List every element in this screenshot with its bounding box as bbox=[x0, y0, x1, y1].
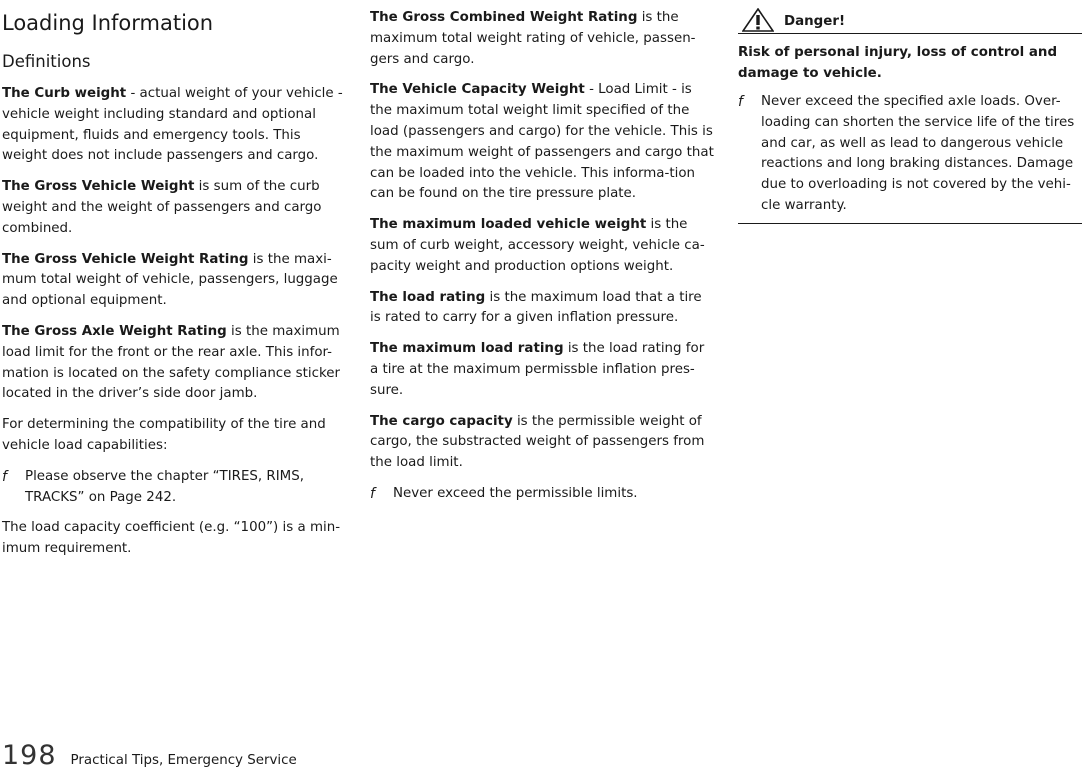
definition-text: is the permissible weight of cargo, the substracted weight of passengers from the load limit. bbox=[370, 413, 705, 471]
definition-term: The maximum loaded vehicle weight bbox=[370, 217, 647, 233]
definition-paragraph bbox=[370, 80, 716, 205]
definition-paragraph bbox=[2, 177, 348, 239]
definition-term: The Gross Combined Weight Rating bbox=[370, 10, 638, 25]
definition-term: The Gross Vehicle Weight Rating bbox=[2, 251, 249, 267]
danger-header bbox=[738, 8, 1082, 34]
bullet-marker: f bbox=[370, 485, 375, 502]
danger-label: Danger! bbox=[784, 14, 846, 29]
definition-text: - actual weight of your vehicle - vehicle weight including standard and optional equipment, fluids and emergency tools. This weight does not include passengers and cargo. bbox=[2, 86, 343, 164]
warning-triangle-icon bbox=[742, 8, 774, 32]
danger-bullet bbox=[738, 92, 1082, 217]
bullet-marker: f bbox=[2, 468, 7, 485]
definition-paragraph bbox=[2, 84, 348, 167]
definition-paragraph bbox=[370, 215, 716, 277]
section-subtitle: Definitions bbox=[2, 52, 91, 71]
danger-warning-box bbox=[738, 8, 1082, 224]
body-paragraph: The load capacity coefficient (e.g. “100”) is a min-imum requirement. bbox=[2, 520, 341, 557]
body-paragraph: For determining the compatibility of the tire and vehicle load capabilities: bbox=[2, 417, 326, 453]
page-footer bbox=[2, 740, 297, 771]
definition-text: is sum of the curb weight and the weight of passengers and cargo combined. bbox=[2, 179, 322, 236]
definition-term: The Curb weight bbox=[2, 86, 127, 101]
definition-text: is the maximum total weight rating of vehicle, passen-gers and cargo. bbox=[370, 10, 696, 67]
bullet-text: Never exceed the specified axle loads. Over-loading can shorten the service life of the tires and car, as well as lead to dangerous vehicle reactions and long braking distances. Damage due to overloading is not covered by the vehi-cle warranty. bbox=[761, 94, 1075, 213]
left-column bbox=[2, 8, 348, 570]
instruction-bullet bbox=[2, 467, 348, 509]
instruction-bullet bbox=[370, 484, 716, 505]
bullet-marker: f bbox=[738, 94, 743, 110]
page-title: Loading Information bbox=[2, 11, 214, 35]
bullet-text: Please observe the chapter “TIRES, RIMS, TRACKS” on Page 242. bbox=[25, 468, 304, 505]
definition-term: The Vehicle Capacity Weight bbox=[370, 82, 585, 98]
definition-text: is the maxi-mum total weight of vehicle, passengers, luggage and optional equipment. bbox=[2, 251, 338, 309]
definition-text: is the maximum load that a tire is rated to carry for a given inflation pressure. bbox=[370, 289, 702, 326]
definition-term: The cargo capacity bbox=[370, 413, 513, 429]
definition-text: is the sum of curb weight, accessory weight, vehicle ca-pacity weight and production options weight. bbox=[370, 217, 705, 274]
definition-paragraph bbox=[370, 8, 716, 70]
middle-column bbox=[370, 8, 716, 515]
definition-term: The Gross Vehicle Weight bbox=[2, 179, 195, 195]
definition-term: The load rating bbox=[370, 289, 486, 305]
section-name: Practical Tips, Emergency Service bbox=[70, 753, 297, 768]
definition-paragraph bbox=[370, 339, 716, 401]
definition-term: The maximum load rating bbox=[370, 341, 564, 357]
bullet-text: Never exceed the permissible limits. bbox=[393, 485, 638, 501]
definition-text: - Load Limit - is the maximum total weight limit specified of the load (passengers and cargo) for the vehicle. This is the maximum weight of passengers and cargo that can be loaded into the vehicle. This informa-tion can be found on the tire pressure plate. bbox=[370, 82, 714, 202]
definition-text: is the load rating for a tire at the maximum permissble inflation pres-sure. bbox=[370, 341, 705, 398]
page-number: 198 bbox=[2, 740, 57, 771]
danger-title: Risk of personal injury, loss of control and damage to vehicle. bbox=[738, 45, 1058, 81]
definition-paragraph bbox=[370, 412, 716, 474]
definition-paragraph bbox=[2, 250, 348, 312]
definition-term: The Gross Axle Weight Rating bbox=[2, 323, 227, 339]
definition-paragraph bbox=[2, 322, 348, 405]
definition-text: is the maximum load limit for the front or the rear axle. This infor-mation is located on the safety compliance sticker located in the driver’s side door jamb. bbox=[2, 323, 340, 402]
definition-paragraph bbox=[370, 288, 716, 330]
danger-bottom-rule bbox=[738, 223, 1082, 224]
